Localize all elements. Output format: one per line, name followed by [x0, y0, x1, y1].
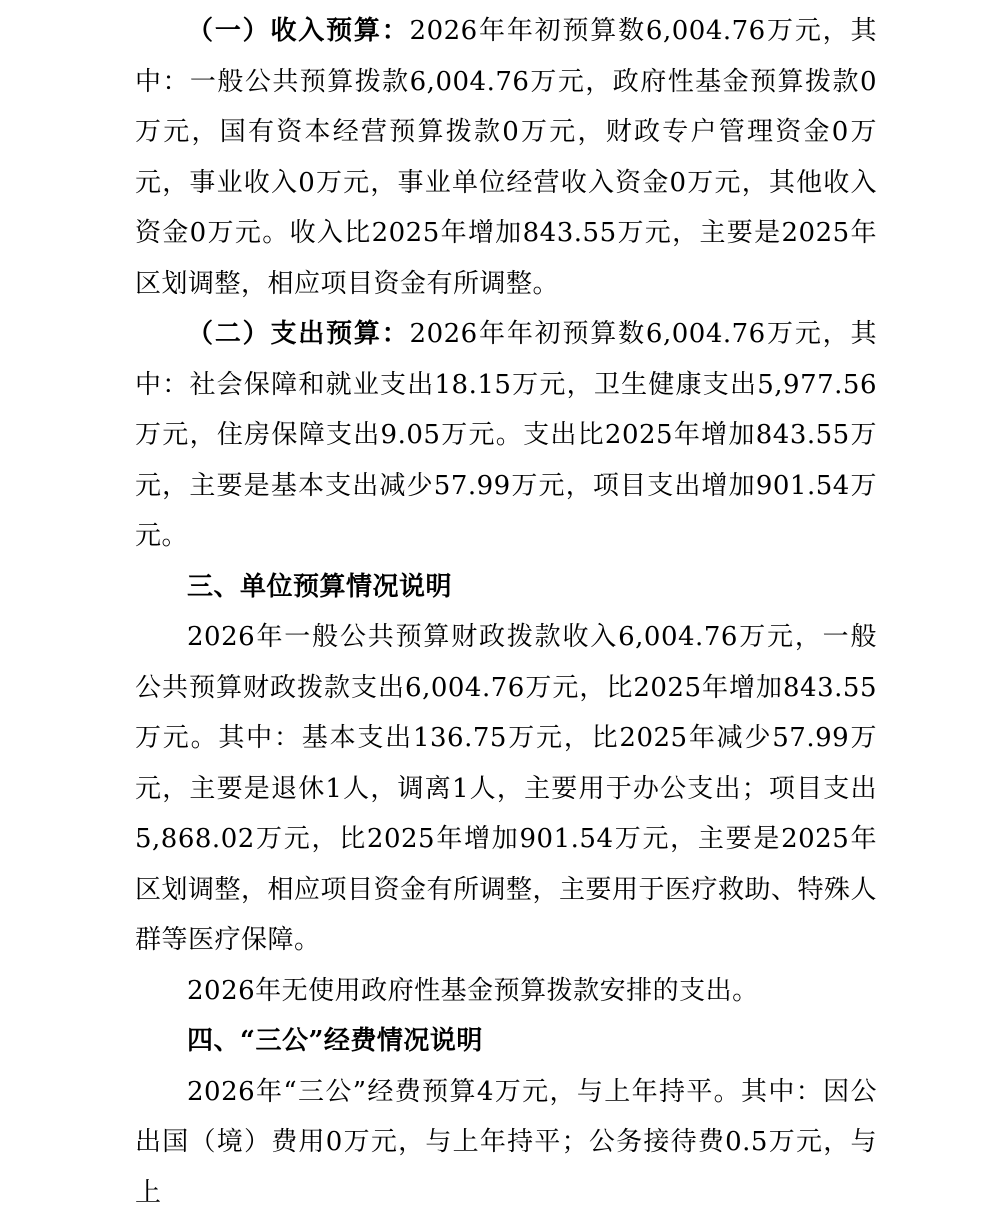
- section-4-title: 四、“三公”经费情况说明: [135, 1016, 877, 1067]
- section-3-paragraph-1: 2026年一般公共预算财政拨款收入6,004.76万元，一般公共预算财政拨款支出6,004.76万元，比2025年增加843.55万元。其中：基本支出136.75万元，比2025年减少57.99万元，主要是退休1人，调离1人，主要用于办公支出；项目支出5,868.02万元，比2025年增加901.54万元，主要是2025年区划调整，相应项目资金有所调整，主要用于医疗救助、特殊人群等医疗保障。: [135, 612, 877, 966]
- expense-budget-text: 2026年年初预算数6,004.76万元，其中：社会保障和就业支出18.15万元，卫生健康支出5,977.56万元，住房保障支出9.05万元。支出比2025年增加843.55万元，主要是基本支出减少57.99万元，项目支出增加901.54万元。: [135, 319, 877, 551]
- section-4-paragraph-1: 2026年“三公”经费预算4万元，与上年持平。其中：因公出国（境）费用0万元，与上年持平；公务接待费0.5万元，与上: [135, 1067, 877, 1218]
- income-budget-paragraph: [135, 6, 877, 309]
- document-page: [135, 6, 877, 1218]
- income-budget-heading: （一）收入预算：: [187, 16, 410, 46]
- income-budget-text: 2026年年初预算数6,004.76万元，其中：一般公共预算拨款6,004.76万元，政府性基金预算拨款0万元，国有资本经营预算拨款0万元，财政专户管理资金0万元，事业收入0万元，事业单位经营收入资金0万元，其他收入资金0万元。收入比2025年增加843.55万元，主要是2025年区划调整，相应项目资金有所调整。: [135, 16, 877, 299]
- section-3-title: 三、单位预算情况说明: [135, 562, 877, 613]
- section-3-paragraph-2: 2026年无使用政府性基金预算拨款安排的支出。: [135, 966, 877, 1017]
- expense-budget-heading: （二）支出预算：: [187, 319, 410, 349]
- expense-budget-paragraph: [135, 309, 877, 562]
